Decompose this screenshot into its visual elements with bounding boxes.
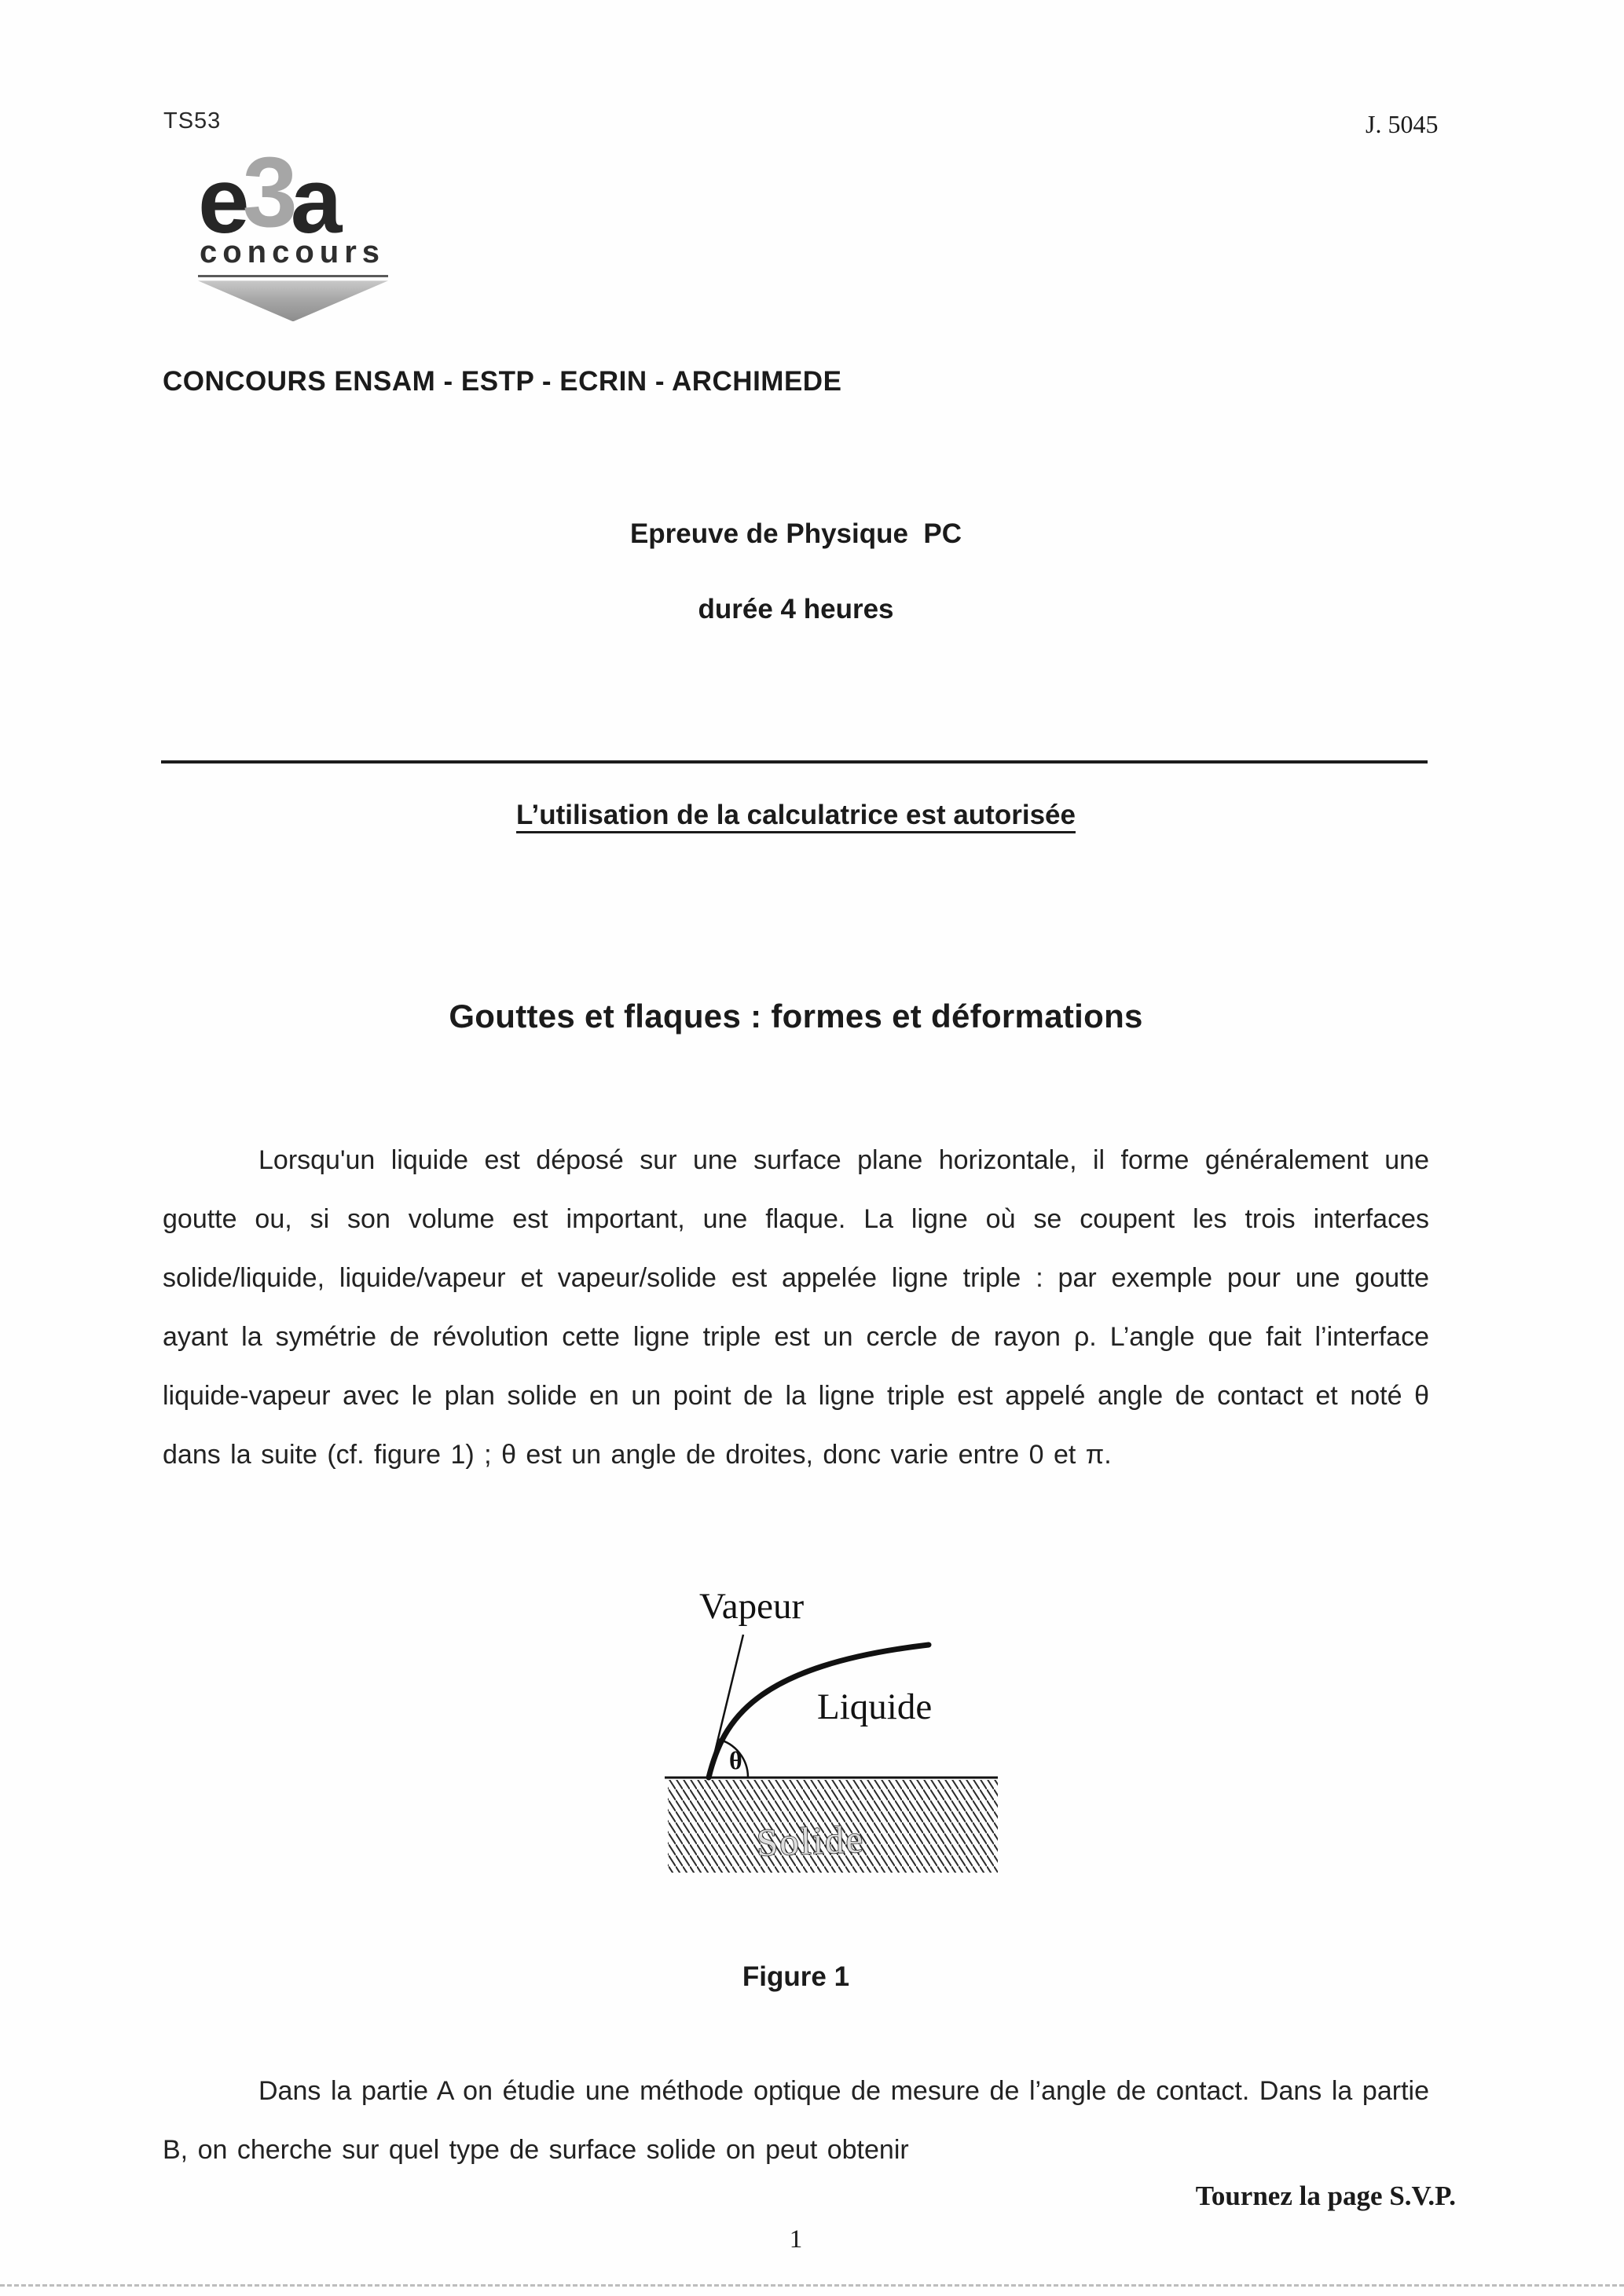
page-number: 1 (789, 2225, 803, 2254)
subject-code: TS53 (163, 108, 222, 134)
figure-1-diagram (662, 1569, 1007, 1884)
exam-subject-heading: Epreuve de Physique PC (629, 518, 962, 549)
solide-label: Solide (755, 1817, 866, 1865)
exam-duration: durée 4 heures (698, 594, 894, 624)
turn-page-notice: Tournez la page S.V.P. (1195, 2181, 1456, 2211)
subject-title: Gouttes et flaques : formes et déformations (449, 998, 1143, 1034)
concours-heading: CONCOURS ENSAM - ESTP - ECRIN - ARCHIMEDE (163, 366, 842, 397)
introduction-paragraph: Lorsqu'un liquide est déposé sur une surface plane horizontale, il forme généralement une goutte ou, si son volume est important, une flaque. La ligne où se coupent les trois interfaces solide/liquide, liquide/vapeur et vapeur/solide est appelée ligne triple : par exemple pour une goutte ayant la symétrie de révolution cette ligne triple est un cercle de rayon ρ. L’angle que fait l’interface liquide-vapeur avec le plan solide en un point de la ligne triple est appelé angle de contact et noté θ dans la suite (cf. figure 1) ; θ est un angle de droites, donc varie entre 0 et π. (163, 1145, 1429, 1470)
scan-bottom-edge (0, 2284, 1624, 2287)
horizontal-rule (161, 760, 1428, 764)
calculator-notice: L’utilisation de la calculatrice est autorisée (516, 800, 1076, 830)
logo-letter-e: e (198, 149, 247, 253)
theta-label: θ (729, 1746, 742, 1774)
liquide-label: Liquide (817, 1686, 933, 1727)
e3a-logo (198, 137, 434, 321)
logo-concours-text: concours (198, 235, 388, 277)
reference-code: J. 5045 (1366, 110, 1439, 138)
logo-letter-a: a (290, 149, 340, 253)
vapeur-label: Vapeur (699, 1586, 805, 1627)
logo-arrow-icon (198, 280, 388, 321)
parts-overview-paragraph: Dans la partie A on étudie une méthode optique de mesure de l’angle de contact. Dans la partie B, on cherche sur quel type de surface solide on peut obtenir (163, 2076, 1429, 2165)
figure-caption: Figure 1 (742, 1961, 850, 1992)
logo-letter-3: 3 (242, 137, 295, 247)
